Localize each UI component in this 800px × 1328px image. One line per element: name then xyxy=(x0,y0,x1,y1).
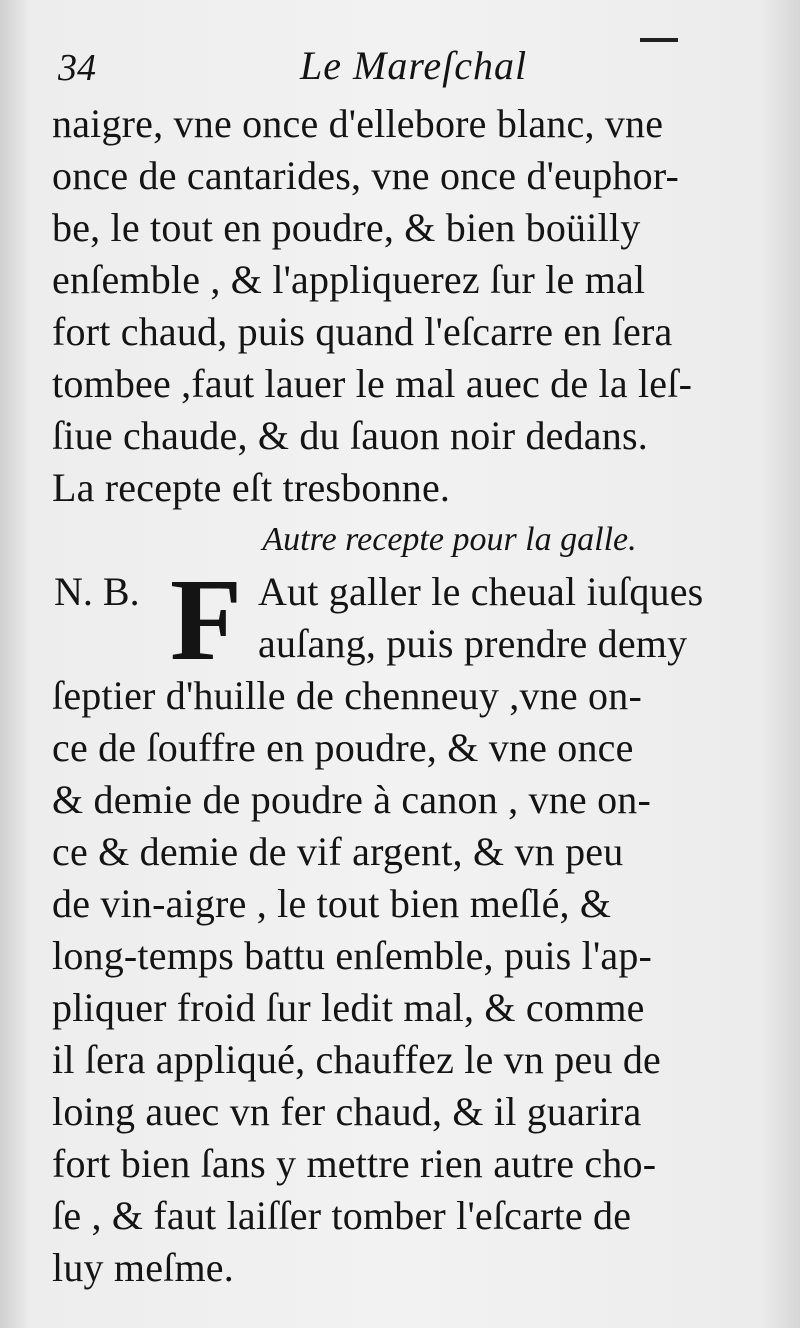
text-line: pliquer froid ſur ledit mal, & comme xyxy=(52,985,645,1030)
text-line: long-temps battu enſemble, puis l'ap- xyxy=(52,933,653,978)
text-line: & demie de poudre à canon , vne on- xyxy=(52,777,652,822)
text-line: enſemble , & l'appliquerez ſur le mal xyxy=(52,257,646,302)
text-line: ſeptier d'huille de chenneuy ,vne on- xyxy=(52,673,642,718)
text-line: La recepte eſt tresbonne. xyxy=(52,465,451,510)
running-head: Le Mareſchal xyxy=(300,43,528,88)
page-header xyxy=(0,36,800,96)
text-line: Aut galler le cheual iuſques xyxy=(258,569,704,614)
text-line: tombee ,faut lauer le mal auec de la leſ- xyxy=(52,361,693,406)
text-line: be, le tout en poudre, & bien boüilly xyxy=(52,205,641,250)
section-title: Autre recepte pour la galle. xyxy=(262,521,637,558)
body-text xyxy=(52,98,757,1294)
text-line: naigre, vne once d'ellebore blanc, vne xyxy=(52,101,664,146)
page-number: 34 xyxy=(58,47,96,89)
drop-cap-letter: F xyxy=(170,554,243,685)
text-line: fort chaud, puis quand l'eſcarre en ſera xyxy=(52,309,673,354)
drop-cap-paragraph-start xyxy=(52,554,757,685)
text-line: fort bien ſans y mettre rien autre cho- xyxy=(52,1141,657,1186)
text-line: auſang, puis prendre demy xyxy=(258,621,688,666)
text-line: luy meſme. xyxy=(52,1245,234,1290)
text-line: ce de ſouffre en poudre, & vne once xyxy=(52,725,634,770)
text-line: il ſera appliqué, chauffez le vn peu de xyxy=(52,1037,662,1082)
text-line: ſe , & faut laiſſer tomber l'eſcarte de xyxy=(52,1193,632,1238)
text-line: once de cantarides, vne once d'euphor- xyxy=(52,153,680,198)
text-line: ce & demie de vif argent, & vn peu xyxy=(52,829,624,874)
ink-mark xyxy=(640,38,678,42)
text-line: de vin-aigre , le tout bien meſlé, & xyxy=(52,881,612,926)
text-line: loing auec vn fer chaud, & il guarira xyxy=(52,1089,642,1134)
nb-marginal-label: N. B. xyxy=(54,569,140,614)
text-line: ſiue chaude, & du ſauon noir dedans. xyxy=(52,413,648,458)
